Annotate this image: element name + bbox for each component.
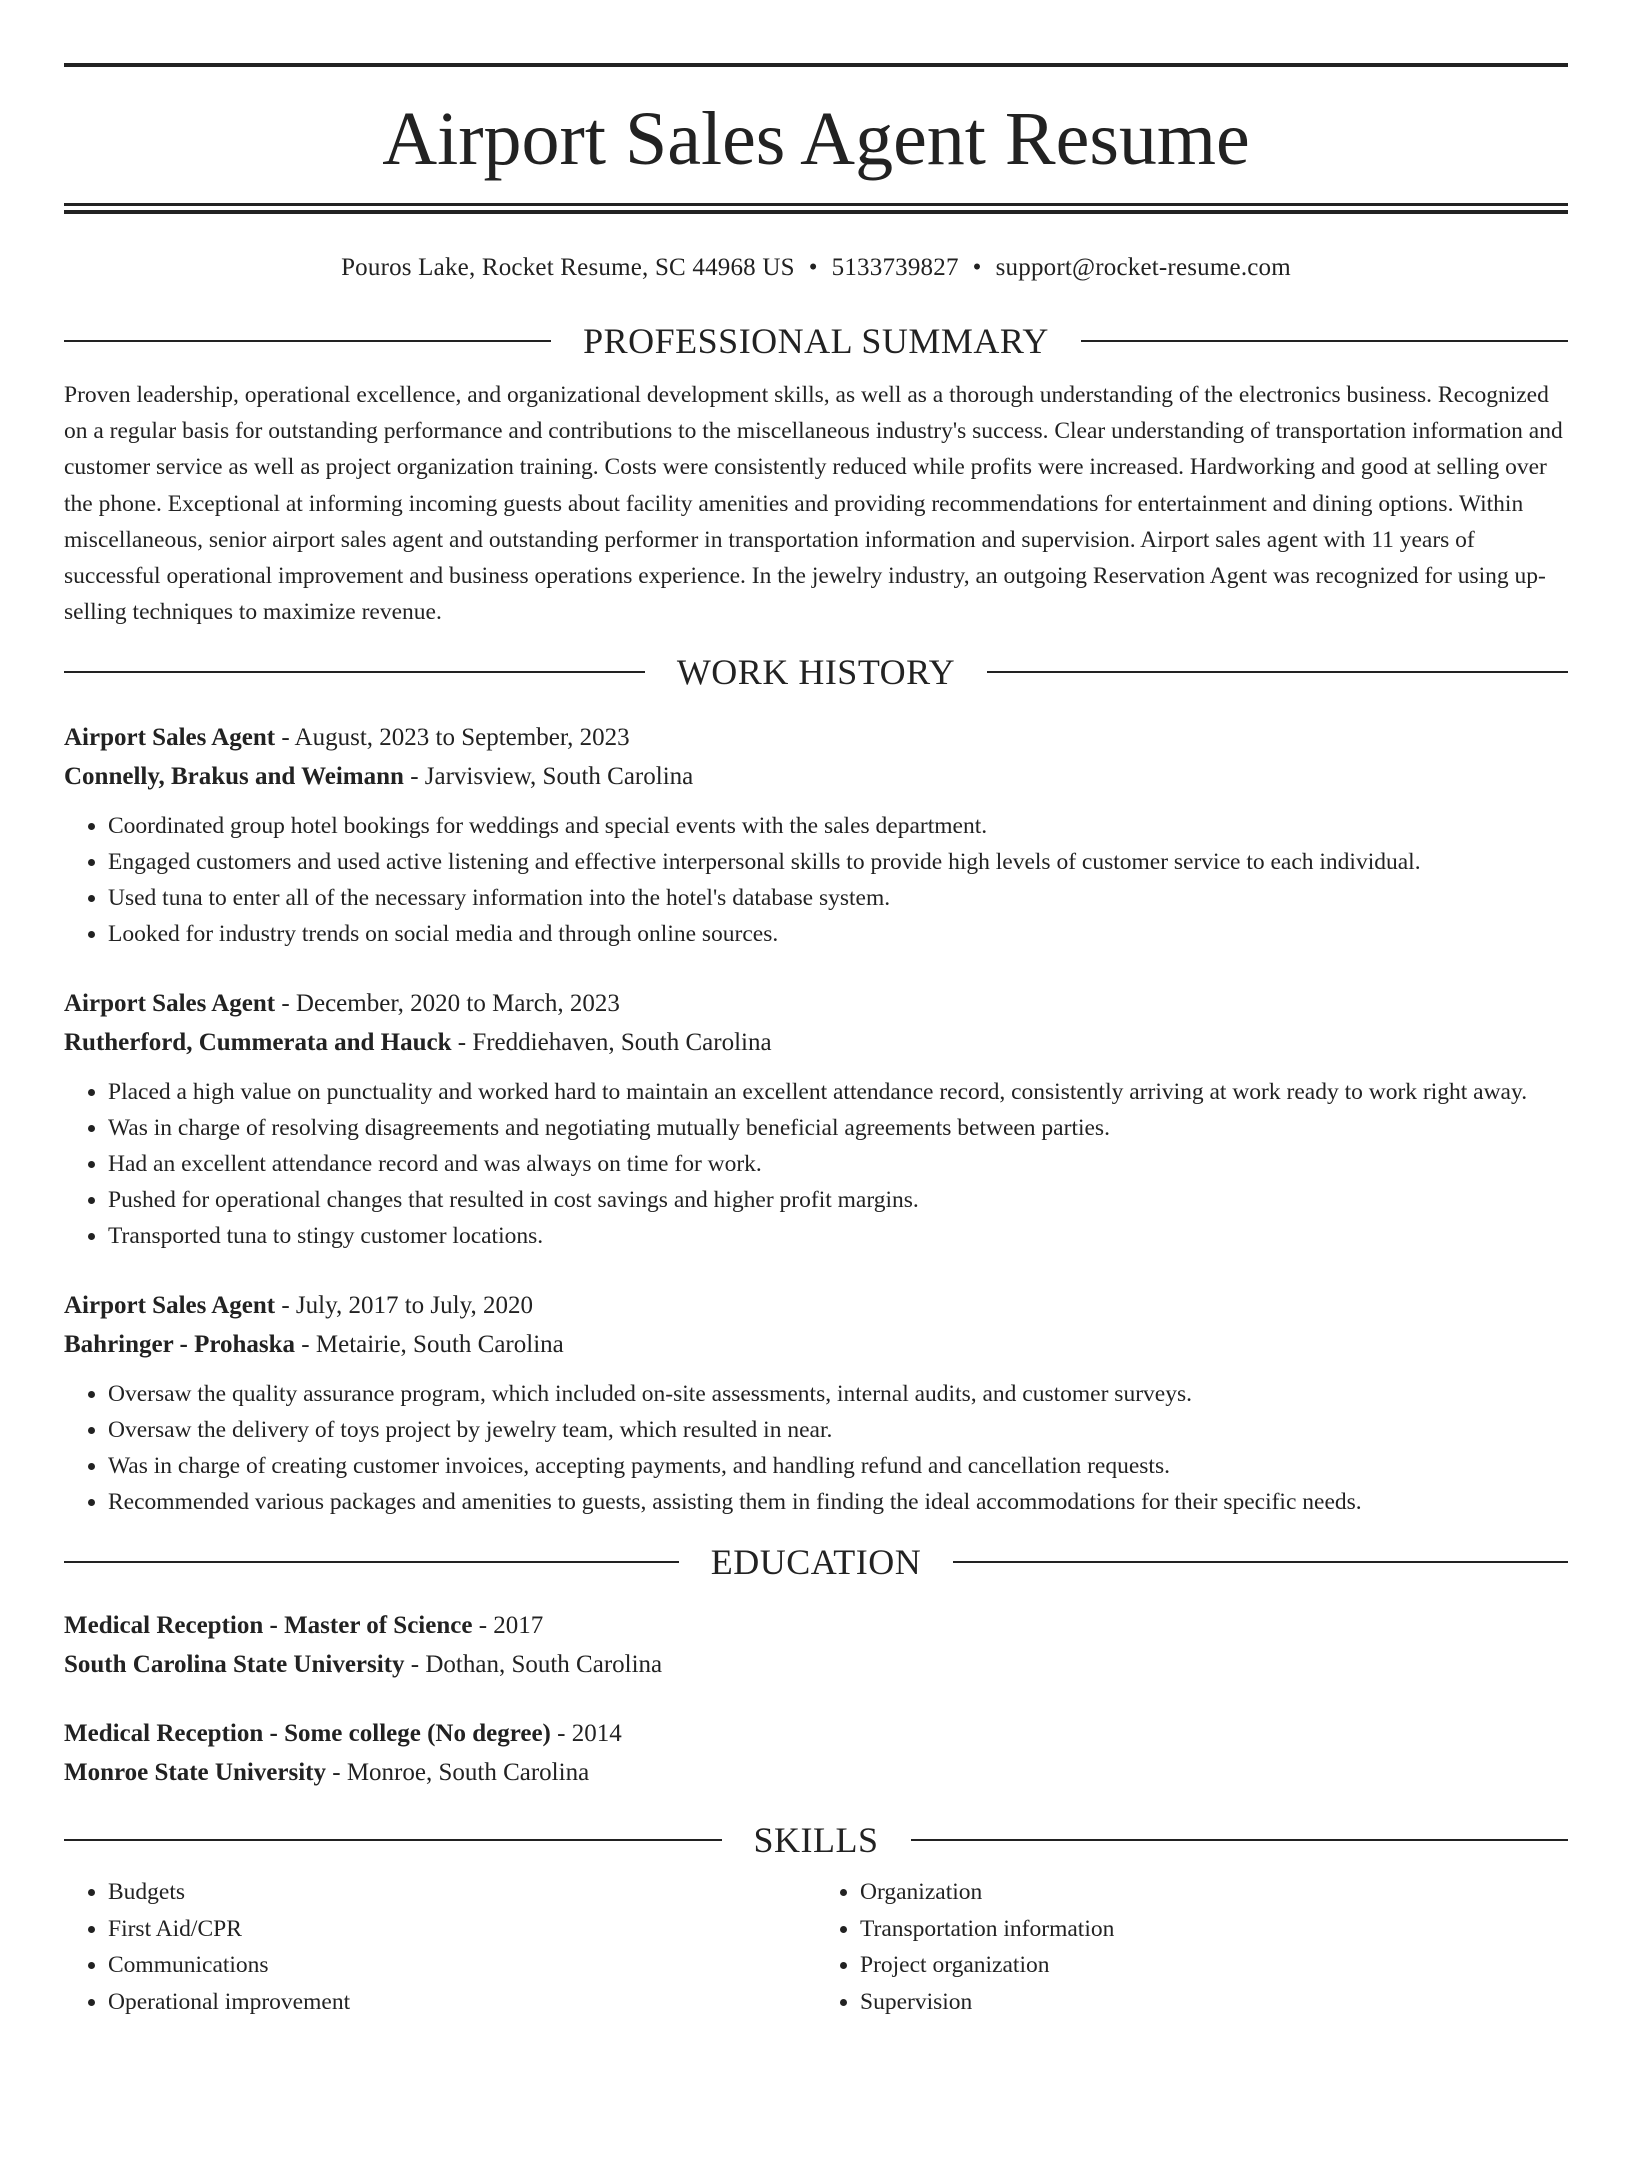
skill-item: • Transportation information (860, 1911, 1568, 1948)
top-rule (64, 63, 1568, 67)
education-degree-line (64, 1714, 1568, 1753)
job-bullet: • Had an excellent attendance record and was always on time for work. (108, 1146, 1568, 1182)
skill-item: • Operational improvement (108, 1984, 816, 2021)
skill-item: • Supervision (860, 1984, 1568, 2021)
summary-text: Proven leadership, operational excellence, and organizational development skills, as well as a thorough understanding of the electronics business. Recognized on a regular basis for outstanding performance and contributions to the miscellaneous industry's success. Clear understanding of transportation information and customer service as well as project organization training. Costs were consistently reduced while profits were increased. Hardworking and good at selling over the phone. Exceptional at informing incoming guests about facility amenities and providing recommendations for entertainment and dining options. Within miscellaneous, senior airport sales agent and outstanding performer in transportation information and supervision. Airport sales agent with 11 years of successful operational improvement and business operations experience. In the jewelry industry, an outgoing Reservation Agent was recognized for using up-selling techniques to maximize revenue. (64, 382, 1563, 626)
skills-column-right (816, 1874, 1568, 2020)
job-bullet: • Placed a high value on punctuality and worked hard to maintain an excellent attendance record, consistently arriving at work ready to work right away. (108, 1074, 1568, 1110)
section-heading-work (64, 650, 1568, 694)
section-heading-education (64, 1540, 1568, 1584)
job-dates: - July, 2017 to July, 2020 (275, 1292, 533, 1320)
education-location: - Monroe, South Carolina (326, 1759, 590, 1787)
job-bullet: • Was in charge of creating customer invoices, accepting payments, and handling refund and cancellation requests. (108, 1448, 1568, 1484)
heading-rule (953, 1561, 1568, 1563)
resume-page (64, 63, 1568, 2020)
job-title: Airport Sales Agent (64, 990, 276, 1018)
section-title: SKILLS (753, 1820, 879, 1861)
job-bullet: • Coordinated group hotel bookings for weddings and special events with the sales department. (108, 808, 1568, 844)
education-entry (64, 1714, 1568, 1792)
job-bullet: • Was in charge of resolving disagreements and negotiating mutually beneficial agreements between parties. (108, 1110, 1568, 1146)
heading-rule (987, 671, 1568, 673)
job-bullet: • Recommended various packages and amenities to guests, assisting them in finding the ideal accommodations for their specific needs. (108, 1484, 1568, 1520)
education-location: - Dothan, South Carolina (404, 1651, 663, 1679)
job-title-line (64, 1286, 1568, 1325)
skill-item: • Budgets (108, 1874, 816, 1911)
education-entry (64, 1606, 1568, 1684)
job-company: Rutherford, Cummerata and Hauck (64, 1029, 452, 1057)
job-bullets (64, 808, 1568, 952)
education-year: - 2014 (550, 1720, 622, 1748)
heading-rule (64, 671, 645, 673)
title-double-rule (64, 203, 1568, 214)
education-school: South Carolina State University (64, 1651, 405, 1679)
job-company-line (64, 1023, 1568, 1062)
job-bullet: • Engaged customers and used active listening and effective interpersonal skills to provide high levels of customer service to each individual. (108, 844, 1568, 880)
job-entry (64, 1286, 1568, 1520)
skill-item: • First Aid/CPR (108, 1911, 816, 1948)
education-degree-line (64, 1606, 1568, 1645)
contact-email[interactable]: support@rocket-resume.com (995, 254, 1291, 281)
job-bullet: • Transported tuna to stingy customer locations. (108, 1218, 1568, 1254)
heading-rule (64, 1839, 722, 1841)
job-company-line (64, 1325, 1568, 1364)
contact-line (64, 251, 1568, 285)
contact-address: Pouros Lake, Rocket Resume, SC 44968 US (341, 254, 795, 281)
job-bullet: • Oversaw the quality assurance program, which included on-site assessments, internal audits, and customer surveys. (108, 1376, 1568, 1412)
skill-item: • Organization (860, 1874, 1568, 1911)
job-location: - Freddiehaven, South Carolina (451, 1029, 772, 1057)
job-bullet: • Oversaw the delivery of toys project by jewelry team, which resulted in near. (108, 1412, 1568, 1448)
job-title-line (64, 718, 1568, 757)
education-degree: Medical Reception - Master of Science (64, 1612, 473, 1640)
heading-rule (64, 340, 551, 342)
section-heading-summary (64, 319, 1568, 363)
contact-separator: • (808, 254, 818, 281)
section-title: WORK HISTORY (676, 652, 956, 693)
education-school-line (64, 1753, 1568, 1792)
job-company: Bahringer - Prohaska (64, 1331, 296, 1359)
education-school-line (64, 1645, 1568, 1684)
job-bullet: • Pushed for operational changes that resulted in cost savings and higher profit margins. (108, 1182, 1568, 1218)
skill-item: • Communications (108, 1947, 816, 1984)
job-location: - Jarvisview, South Carolina (403, 763, 694, 791)
job-title: Airport Sales Agent (64, 1292, 276, 1320)
job-company: Connelly, Brakus and Weimann (64, 763, 404, 791)
job-dates: - August, 2023 to September, 2023 (275, 724, 630, 752)
job-entry (64, 718, 1568, 952)
job-bullet: • Used tuna to enter all of the necessary information into the hotel's database system. (108, 880, 1568, 916)
heading-rule (911, 1839, 1569, 1841)
resume-title: Airport Sales Agent Resume (382, 97, 1250, 181)
heading-rule (1081, 340, 1568, 342)
job-dates: - December, 2020 to March, 2023 (275, 990, 620, 1018)
skills-column-left (64, 1874, 816, 2020)
job-bullets (64, 1376, 1568, 1520)
skills-list (64, 1874, 1568, 2020)
education-degree: Medical Reception - Some college (No degree) (64, 1720, 551, 1748)
job-bullets (64, 1074, 1568, 1254)
job-title-line (64, 984, 1568, 1023)
job-entry (64, 984, 1568, 1254)
job-title: Airport Sales Agent (64, 724, 276, 752)
section-title: PROFESSIONAL SUMMARY (583, 321, 1049, 361)
job-location: - Metairie, South Carolina (295, 1331, 564, 1359)
section-title: EDUCATION (710, 1542, 922, 1583)
job-bullet: • Looked for industry trends on social media and through online sources. (108, 916, 1568, 952)
section-heading-skills (64, 1818, 1568, 1862)
skill-item: • Project organization (860, 1947, 1568, 1984)
contact-separator: • (972, 254, 982, 281)
job-company-line (64, 757, 1568, 796)
heading-rule (64, 1561, 679, 1563)
contact-phone: 5133739827 (831, 254, 959, 281)
education-school: Monroe State University (64, 1759, 326, 1787)
education-year: - 2017 (472, 1612, 544, 1640)
